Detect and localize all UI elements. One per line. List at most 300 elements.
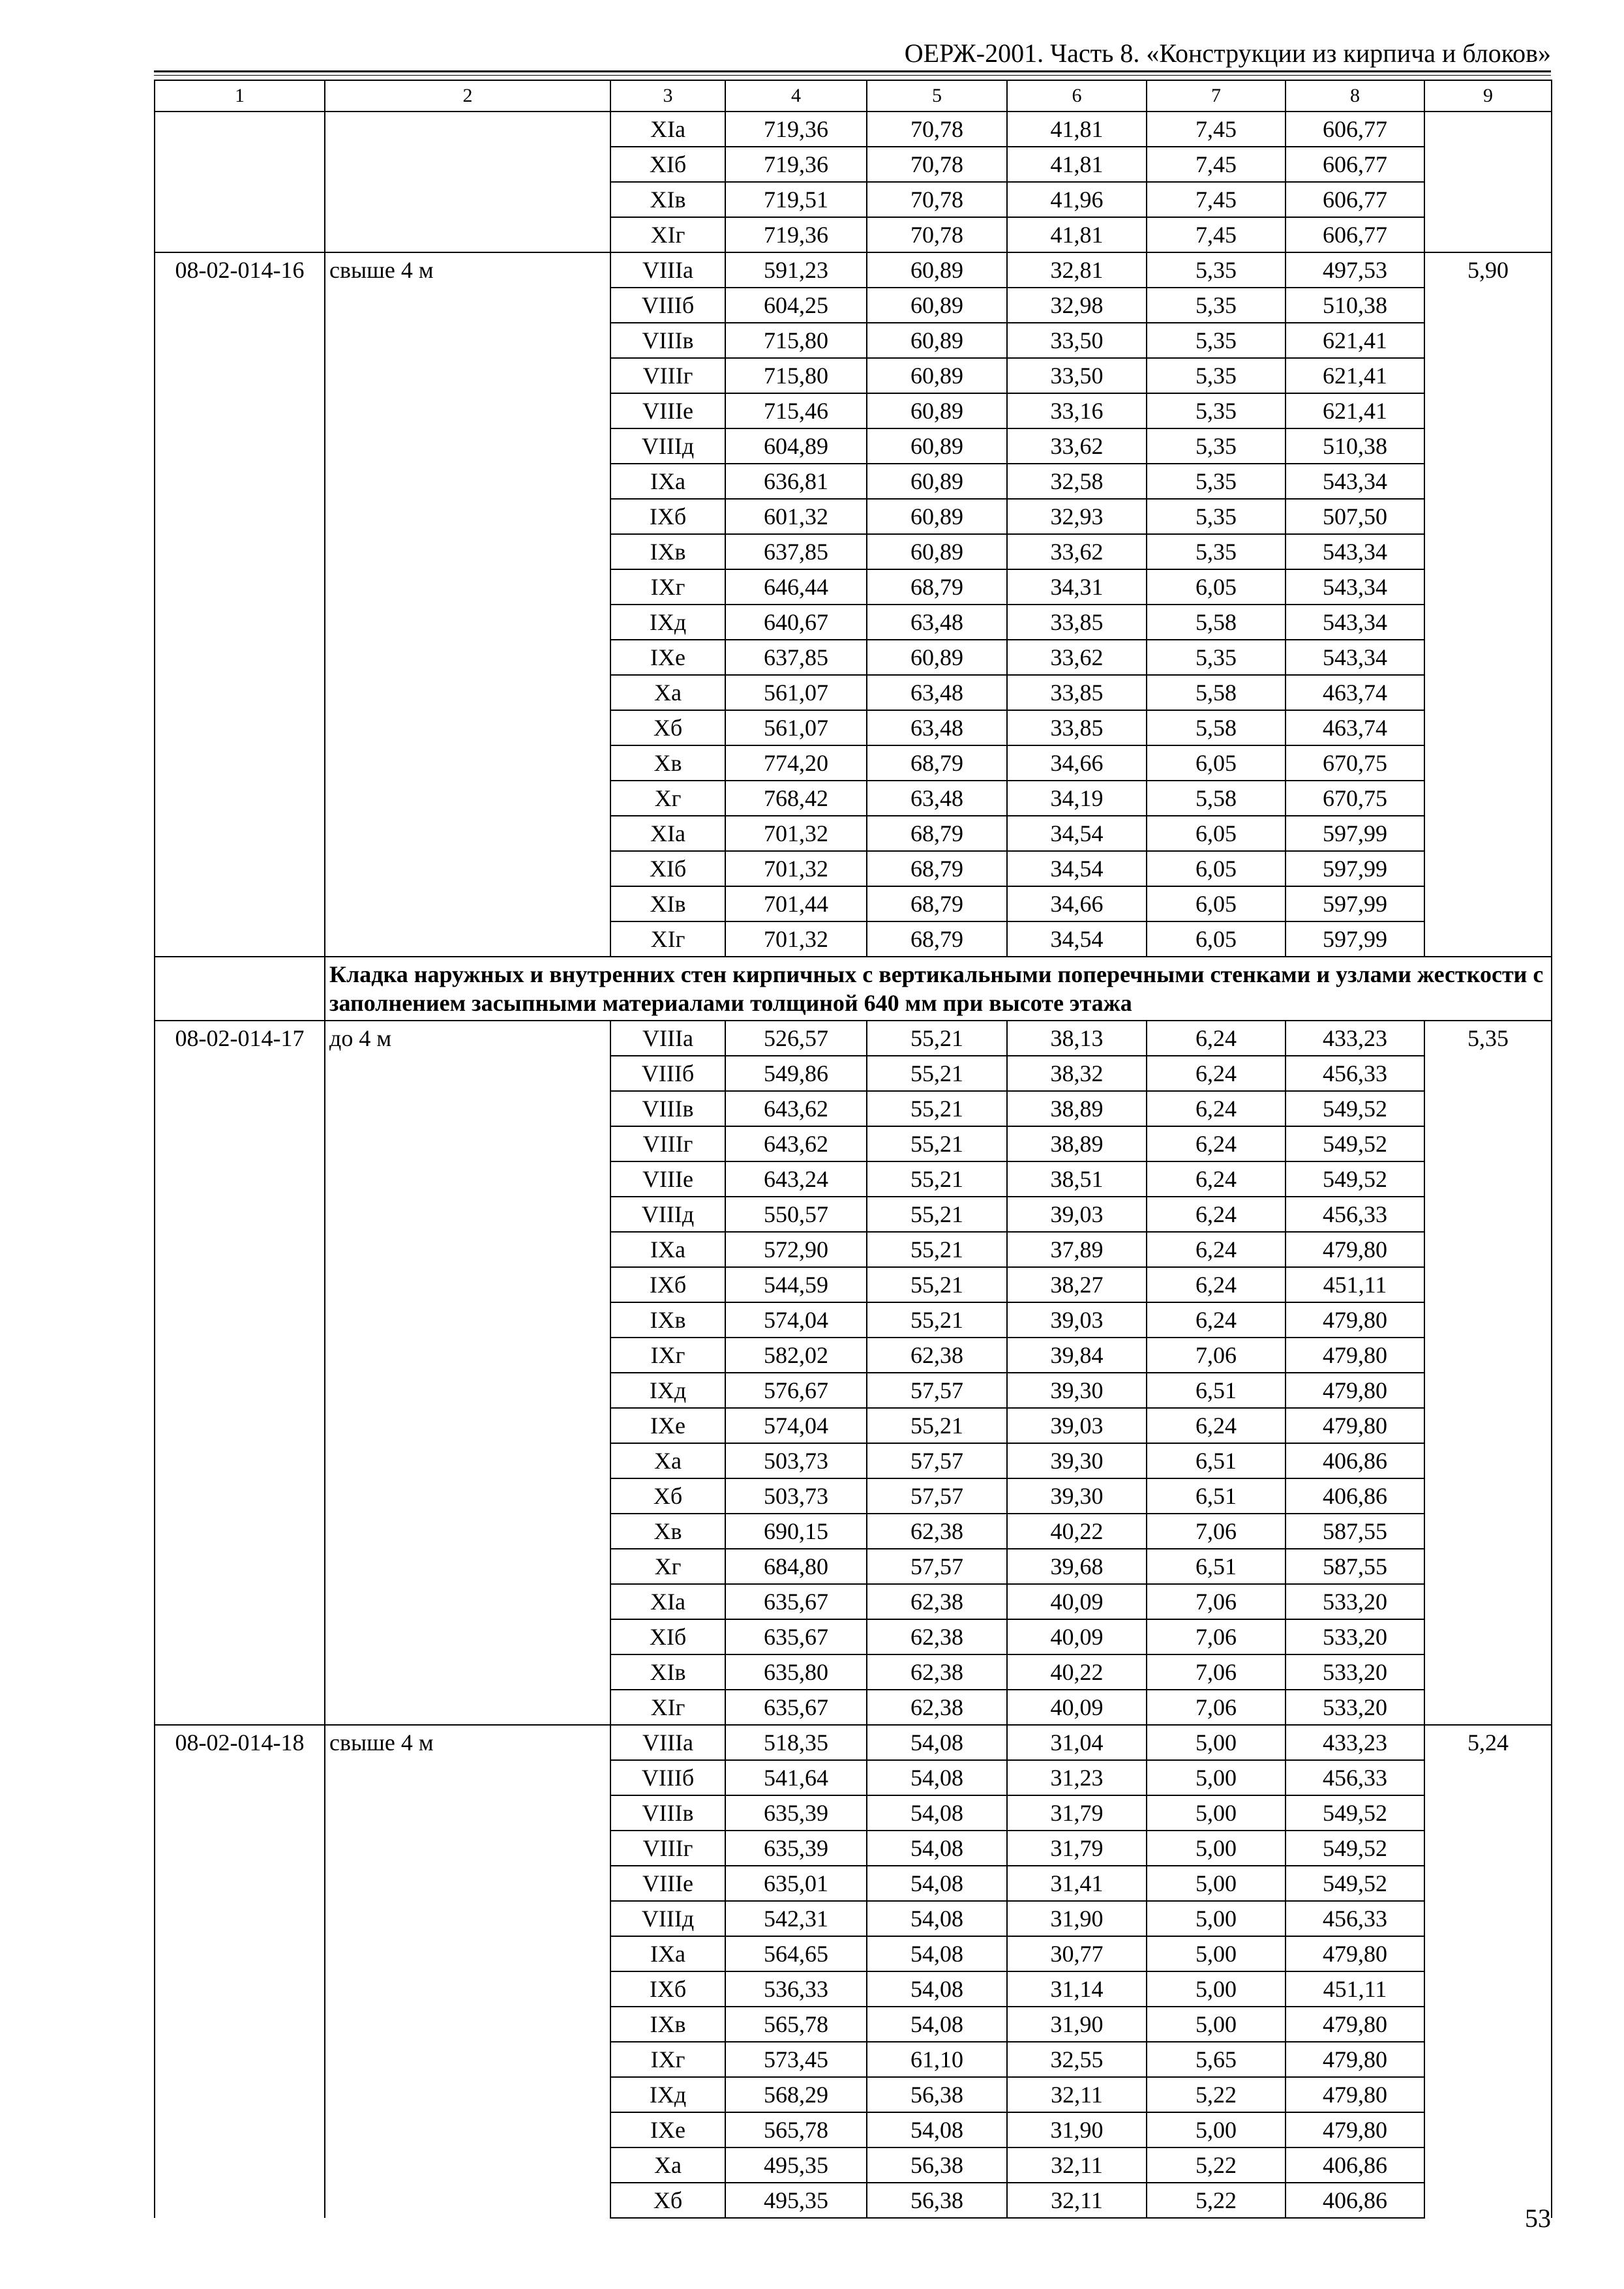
direct-cost: 565,78 [725, 2112, 867, 2147]
brick-grade: VIIIб [610, 1056, 725, 1091]
item-code: 08-02-014-18 [155, 1725, 325, 2218]
material-cost: 621,41 [1286, 393, 1424, 428]
material-cost: 543,34 [1286, 464, 1424, 499]
brick-grade: VIIIа [610, 1725, 725, 1760]
machinist-wage: 6,51 [1147, 1478, 1286, 1514]
material-cost: 533,20 [1286, 1584, 1424, 1619]
direct-cost: 719,36 [725, 147, 867, 182]
machine-cost: 32,58 [1007, 464, 1147, 499]
brick-grade: IXб [610, 1971, 725, 2007]
brick-grade: Xв [610, 745, 725, 781]
labor-hours [1424, 112, 1552, 252]
labor-hours: 5,24 [1424, 1725, 1552, 2218]
brick-grade: XIг [610, 921, 725, 957]
labor-cost: 63,48 [867, 605, 1007, 640]
machine-cost: 39,03 [1007, 1302, 1147, 1338]
brick-grade: VIIIв [610, 1091, 725, 1126]
labor-hours: 5,90 [1424, 252, 1552, 957]
machinist-wage: 6,24 [1147, 1197, 1286, 1232]
machine-cost: 30,77 [1007, 1936, 1147, 1971]
labor-cost: 55,21 [867, 1232, 1007, 1267]
direct-cost: 701,32 [725, 816, 867, 851]
labor-cost: 55,21 [867, 1126, 1007, 1161]
machine-cost: 31,79 [1007, 1831, 1147, 1866]
brick-grade: VIIIа [610, 1021, 725, 1056]
floor-height [325, 112, 610, 252]
material-cost: 549,52 [1286, 1866, 1424, 1901]
machinist-wage: 5,35 [1147, 252, 1286, 288]
section-title: Кладка наружных и внутренних стен кирпичных с вертикальными поперечными стенками и узлами жесткости с заполнением засыпными материалами толщиной 640 мм при высоте этажа [325, 957, 1552, 1021]
machine-cost: 34,19 [1007, 781, 1147, 816]
brick-grade: VIIIа [610, 252, 725, 288]
material-cost: 549,52 [1286, 1795, 1424, 1831]
direct-cost: 715,46 [725, 393, 867, 428]
machine-cost: 32,81 [1007, 252, 1147, 288]
machinist-wage: 7,45 [1147, 182, 1286, 217]
brick-grade: Xб [610, 710, 725, 745]
labor-cost: 63,48 [867, 675, 1007, 710]
table-row [155, 112, 1552, 147]
brick-grade: VIIIг [610, 1126, 725, 1161]
machinist-wage: 5,00 [1147, 1760, 1286, 1795]
labor-cost: 70,78 [867, 112, 1007, 147]
brick-grade: Xб [610, 2183, 725, 2218]
machine-cost: 33,85 [1007, 605, 1147, 640]
machinist-wage: 5,00 [1147, 1971, 1286, 2007]
column-number: 1 [155, 80, 325, 112]
column-number: 5 [867, 80, 1007, 112]
direct-cost: 536,33 [725, 1971, 867, 2007]
material-cost: 621,41 [1286, 358, 1424, 393]
labor-cost: 55,21 [867, 1161, 1007, 1197]
brick-grade: IXг [610, 2042, 725, 2077]
brick-grade: VIIIд [610, 1197, 725, 1232]
labor-cost: 57,57 [867, 1373, 1007, 1408]
material-cost: 451,11 [1286, 1267, 1424, 1302]
material-cost: 507,50 [1286, 499, 1424, 534]
item-code: 08-02-014-16 [155, 252, 325, 957]
brick-grade: XIв [610, 1654, 725, 1690]
brick-grade: VIIIг [610, 1831, 725, 1866]
direct-cost: 503,73 [725, 1443, 867, 1478]
machine-cost: 32,98 [1007, 288, 1147, 323]
column-number: 7 [1147, 80, 1286, 112]
direct-cost: 635,67 [725, 1690, 867, 1725]
material-cost: 479,80 [1286, 1302, 1424, 1338]
column-number: 3 [610, 80, 725, 112]
table-row [155, 1021, 1552, 1056]
labor-cost: 54,08 [867, 1866, 1007, 1901]
labor-cost: 70,78 [867, 147, 1007, 182]
direct-cost: 541,64 [725, 1760, 867, 1795]
material-cost: 497,53 [1286, 252, 1424, 288]
machine-cost: 32,93 [1007, 499, 1147, 534]
direct-cost: 565,78 [725, 2007, 867, 2042]
header-rule [154, 70, 1551, 72]
machine-cost: 39,03 [1007, 1197, 1147, 1232]
machine-cost: 34,66 [1007, 886, 1147, 921]
direct-cost: 719,36 [725, 217, 867, 252]
machinist-wage: 6,51 [1147, 1373, 1286, 1408]
machinist-wage: 7,45 [1147, 112, 1286, 147]
labor-cost: 55,21 [867, 1021, 1007, 1056]
material-cost: 406,86 [1286, 2147, 1424, 2183]
machinist-wage: 7,06 [1147, 1619, 1286, 1654]
material-cost: 543,34 [1286, 534, 1424, 569]
direct-cost: 690,15 [725, 1514, 867, 1549]
machine-cost: 34,66 [1007, 745, 1147, 781]
machinist-wage: 5,58 [1147, 710, 1286, 745]
labor-cost: 63,48 [867, 781, 1007, 816]
material-cost: 406,86 [1286, 1478, 1424, 1514]
direct-cost: 601,32 [725, 499, 867, 534]
direct-cost: 573,45 [725, 2042, 867, 2077]
direct-cost: 574,04 [725, 1302, 867, 1338]
machine-cost: 31,90 [1007, 1901, 1147, 1936]
direct-cost: 561,07 [725, 710, 867, 745]
brick-grade: VIIIе [610, 393, 725, 428]
machinist-wage: 5,00 [1147, 1831, 1286, 1866]
machine-cost: 39,30 [1007, 1478, 1147, 1514]
machine-cost: 33,85 [1007, 710, 1147, 745]
machinist-wage: 5,35 [1147, 323, 1286, 358]
labor-cost: 70,78 [867, 182, 1007, 217]
material-cost: 533,20 [1286, 1690, 1424, 1725]
machinist-wage: 6,05 [1147, 921, 1286, 957]
labor-cost: 54,08 [867, 2112, 1007, 2147]
direct-cost: 635,39 [725, 1831, 867, 1866]
machine-cost: 38,32 [1007, 1056, 1147, 1091]
labor-cost: 63,48 [867, 710, 1007, 745]
header-rule-thin [154, 75, 1551, 76]
machinist-wage: 5,00 [1147, 2007, 1286, 2042]
labor-cost: 55,21 [867, 1056, 1007, 1091]
machine-cost: 40,22 [1007, 1654, 1147, 1690]
labor-cost: 62,38 [867, 1654, 1007, 1690]
brick-grade: IXг [610, 1338, 725, 1373]
machine-cost: 39,30 [1007, 1443, 1147, 1478]
machine-cost: 31,90 [1007, 2112, 1147, 2147]
material-cost: 587,55 [1286, 1549, 1424, 1584]
machine-cost: 38,89 [1007, 1091, 1147, 1126]
machine-cost: 34,54 [1007, 816, 1147, 851]
price-table [154, 80, 1552, 2219]
brick-grade: VIIIв [610, 1795, 725, 1831]
direct-cost: 701,44 [725, 886, 867, 921]
brick-grade: VIIIв [610, 323, 725, 358]
brick-grade: IXд [610, 2077, 725, 2112]
machinist-wage: 5,35 [1147, 358, 1286, 393]
machinist-wage: 7,06 [1147, 1584, 1286, 1619]
section-title-row [155, 957, 1552, 1021]
brick-grade: IXв [610, 1302, 725, 1338]
machine-cost: 33,50 [1007, 323, 1147, 358]
machinist-wage: 5,35 [1147, 288, 1286, 323]
direct-cost: 568,29 [725, 2077, 867, 2112]
direct-cost: 604,25 [725, 288, 867, 323]
machinist-wage: 5,00 [1147, 1725, 1286, 1760]
direct-cost: 550,57 [725, 1197, 867, 1232]
brick-grade: XIг [610, 1690, 725, 1725]
machine-cost: 41,81 [1007, 217, 1147, 252]
machinist-wage: 6,24 [1147, 1232, 1286, 1267]
machine-cost: 33,50 [1007, 358, 1147, 393]
labor-cost: 68,79 [867, 745, 1007, 781]
machinist-wage: 5,00 [1147, 1901, 1286, 1936]
machine-cost: 40,09 [1007, 1584, 1147, 1619]
direct-cost: 646,44 [725, 569, 867, 605]
machinist-wage: 5,35 [1147, 499, 1286, 534]
direct-cost: 643,62 [725, 1091, 867, 1126]
material-cost: 479,80 [1286, 1373, 1424, 1408]
material-cost: 543,34 [1286, 569, 1424, 605]
table-row [155, 252, 1552, 288]
labor-cost: 60,89 [867, 358, 1007, 393]
labor-cost: 54,08 [867, 2007, 1007, 2042]
brick-grade: IXа [610, 1936, 725, 1971]
machinist-wage: 6,24 [1147, 1408, 1286, 1443]
brick-grade: XIв [610, 886, 725, 921]
labor-cost: 60,89 [867, 323, 1007, 358]
labor-cost: 56,38 [867, 2077, 1007, 2112]
item-code: 08-02-014-17 [155, 1021, 325, 1725]
machine-cost: 37,89 [1007, 1232, 1147, 1267]
section-empty-cell [155, 957, 325, 1021]
machine-cost: 39,84 [1007, 1338, 1147, 1373]
machine-cost: 41,81 [1007, 112, 1147, 147]
machinist-wage: 6,24 [1147, 1126, 1286, 1161]
direct-cost: 640,67 [725, 605, 867, 640]
direct-cost: 604,89 [725, 428, 867, 464]
labor-cost: 68,79 [867, 851, 1007, 886]
material-cost: 406,86 [1286, 2183, 1424, 2218]
machinist-wage: 5,65 [1147, 2042, 1286, 2077]
material-cost: 510,38 [1286, 288, 1424, 323]
brick-grade: IXв [610, 534, 725, 569]
machine-cost: 34,54 [1007, 921, 1147, 957]
floor-height: до 4 м [325, 1021, 610, 1725]
machinist-wage: 7,06 [1147, 1514, 1286, 1549]
machine-cost: 32,11 [1007, 2077, 1147, 2112]
labor-cost: 62,38 [867, 1584, 1007, 1619]
brick-grade: IXе [610, 1408, 725, 1443]
material-cost: 533,20 [1286, 1654, 1424, 1690]
machine-cost: 38,89 [1007, 1126, 1147, 1161]
material-cost: 479,80 [1286, 1936, 1424, 1971]
material-cost: 433,23 [1286, 1725, 1424, 1760]
brick-grade: XIб [610, 851, 725, 886]
material-cost: 549,52 [1286, 1161, 1424, 1197]
labor-cost: 55,21 [867, 1302, 1007, 1338]
material-cost: 456,33 [1286, 1056, 1424, 1091]
labor-cost: 54,08 [867, 1901, 1007, 1936]
brick-grade: VIIIе [610, 1161, 725, 1197]
direct-cost: 637,85 [725, 640, 867, 675]
labor-cost: 68,79 [867, 569, 1007, 605]
material-cost: 456,33 [1286, 1760, 1424, 1795]
labor-cost: 60,89 [867, 464, 1007, 499]
direct-cost: 518,35 [725, 1725, 867, 1760]
page-header-title: ОЕРЖ-2001. Часть 8. «Конструкции из кирпича и блоков» [904, 38, 1551, 68]
brick-grade: IXб [610, 499, 725, 534]
brick-grade: VIIIб [610, 288, 725, 323]
machinist-wage: 6,05 [1147, 816, 1286, 851]
labor-cost: 55,21 [867, 1197, 1007, 1232]
labor-cost: 68,79 [867, 816, 1007, 851]
item-code [155, 112, 325, 252]
brick-grade: Xв [610, 1514, 725, 1549]
material-cost: 510,38 [1286, 428, 1424, 464]
brick-grade: XIа [610, 816, 725, 851]
labor-cost: 57,57 [867, 1478, 1007, 1514]
machinist-wage: 6,51 [1147, 1443, 1286, 1478]
machine-cost: 32,55 [1007, 2042, 1147, 2077]
machinist-wage: 6,51 [1147, 1549, 1286, 1584]
direct-cost: 635,67 [725, 1584, 867, 1619]
table-body [155, 80, 1552, 2218]
machinist-wage: 5,00 [1147, 1936, 1286, 1971]
direct-cost: 701,32 [725, 851, 867, 886]
machine-cost: 41,81 [1007, 147, 1147, 182]
material-cost: 549,52 [1286, 1091, 1424, 1126]
material-cost: 670,75 [1286, 781, 1424, 816]
machinist-wage: 5,22 [1147, 2077, 1286, 2112]
direct-cost: 503,73 [725, 1478, 867, 1514]
direct-cost: 576,67 [725, 1373, 867, 1408]
machine-cost: 31,41 [1007, 1866, 1147, 1901]
machinist-wage: 5,35 [1147, 393, 1286, 428]
direct-cost: 635,01 [725, 1866, 867, 1901]
material-cost: 406,86 [1286, 1443, 1424, 1478]
material-cost: 606,77 [1286, 147, 1424, 182]
machinist-wage: 7,06 [1147, 1690, 1286, 1725]
material-cost: 479,80 [1286, 2007, 1424, 2042]
material-cost: 433,23 [1286, 1021, 1424, 1056]
labor-cost: 54,08 [867, 1725, 1007, 1760]
column-number: 4 [725, 80, 867, 112]
material-cost: 670,75 [1286, 745, 1424, 781]
direct-cost: 542,31 [725, 1901, 867, 1936]
machinist-wage: 5,58 [1147, 675, 1286, 710]
labor-cost: 57,57 [867, 1549, 1007, 1584]
brick-grade: VIIIб [610, 1760, 725, 1795]
machine-cost: 41,96 [1007, 182, 1147, 217]
material-cost: 597,99 [1286, 851, 1424, 886]
column-number: 6 [1007, 80, 1147, 112]
direct-cost: 635,39 [725, 1795, 867, 1831]
table-row [155, 1725, 1552, 1760]
labor-cost: 54,08 [867, 1795, 1007, 1831]
material-cost: 456,33 [1286, 1197, 1424, 1232]
machinist-wage: 5,35 [1147, 464, 1286, 499]
labor-cost: 62,38 [867, 1514, 1007, 1549]
brick-grade: Xг [610, 781, 725, 816]
labor-cost: 62,38 [867, 1690, 1007, 1725]
machine-cost: 34,54 [1007, 851, 1147, 886]
brick-grade: XIа [610, 112, 725, 147]
direct-cost: 582,02 [725, 1338, 867, 1373]
brick-grade: XIг [610, 217, 725, 252]
page-number: 53 [1525, 2204, 1551, 2233]
material-cost: 606,77 [1286, 182, 1424, 217]
labor-cost: 60,89 [867, 499, 1007, 534]
machine-cost: 32,11 [1007, 2147, 1147, 2183]
machine-cost: 38,13 [1007, 1021, 1147, 1056]
floor-height: свыше 4 м [325, 1725, 610, 2218]
brick-grade: XIа [610, 1584, 725, 1619]
labor-hours: 5,35 [1424, 1021, 1552, 1725]
brick-grade: IXе [610, 2112, 725, 2147]
material-cost: 479,80 [1286, 2042, 1424, 2077]
machine-cost: 39,68 [1007, 1549, 1147, 1584]
brick-grade: Xа [610, 675, 725, 710]
direct-cost: 526,57 [725, 1021, 867, 1056]
material-cost: 479,80 [1286, 1408, 1424, 1443]
machine-cost: 33,16 [1007, 393, 1147, 428]
brick-grade: IXа [610, 1232, 725, 1267]
material-cost: 456,33 [1286, 1901, 1424, 1936]
machinist-wage: 5,00 [1147, 2112, 1286, 2147]
direct-cost: 564,65 [725, 1936, 867, 1971]
machinist-wage: 5,00 [1147, 1866, 1286, 1901]
material-cost: 597,99 [1286, 921, 1424, 957]
material-cost: 543,34 [1286, 640, 1424, 675]
material-cost: 479,80 [1286, 1338, 1424, 1373]
brick-grade: IXг [610, 569, 725, 605]
labor-cost: 70,78 [867, 217, 1007, 252]
material-cost: 451,11 [1286, 1971, 1424, 2007]
machinist-wage: 6,05 [1147, 745, 1286, 781]
machine-cost: 33,62 [1007, 640, 1147, 675]
direct-cost: 572,90 [725, 1232, 867, 1267]
labor-cost: 55,21 [867, 1267, 1007, 1302]
material-cost: 479,80 [1286, 2112, 1424, 2147]
machinist-wage: 5,00 [1147, 1795, 1286, 1831]
direct-cost: 715,80 [725, 323, 867, 358]
labor-cost: 54,08 [867, 1831, 1007, 1866]
machinist-wage: 7,45 [1147, 217, 1286, 252]
labor-cost: 60,89 [867, 252, 1007, 288]
machinist-wage: 6,24 [1147, 1021, 1286, 1056]
machinist-wage: 6,05 [1147, 851, 1286, 886]
machinist-wage: 7,06 [1147, 1654, 1286, 1690]
column-number: 9 [1424, 80, 1552, 112]
brick-grade: IXб [610, 1267, 725, 1302]
direct-cost: 701,32 [725, 921, 867, 957]
labor-cost: 57,57 [867, 1443, 1007, 1478]
machine-cost: 31,14 [1007, 1971, 1147, 2007]
labor-cost: 68,79 [867, 886, 1007, 921]
brick-grade: IXе [610, 640, 725, 675]
machinist-wage: 6,05 [1147, 886, 1286, 921]
brick-grade: IXд [610, 1373, 725, 1408]
column-number: 2 [325, 80, 610, 112]
machine-cost: 33,85 [1007, 675, 1147, 710]
labor-cost: 56,38 [867, 2147, 1007, 2183]
direct-cost: 544,59 [725, 1267, 867, 1302]
material-cost: 533,20 [1286, 1619, 1424, 1654]
machine-cost: 33,62 [1007, 534, 1147, 569]
column-number: 8 [1286, 80, 1424, 112]
machinist-wage: 7,45 [1147, 147, 1286, 182]
material-cost: 597,99 [1286, 886, 1424, 921]
machine-cost: 31,23 [1007, 1760, 1147, 1795]
direct-cost: 715,80 [725, 358, 867, 393]
brick-grade: IXа [610, 464, 725, 499]
machine-cost: 40,22 [1007, 1514, 1147, 1549]
machinist-wage: 5,22 [1147, 2183, 1286, 2218]
direct-cost: 637,85 [725, 534, 867, 569]
